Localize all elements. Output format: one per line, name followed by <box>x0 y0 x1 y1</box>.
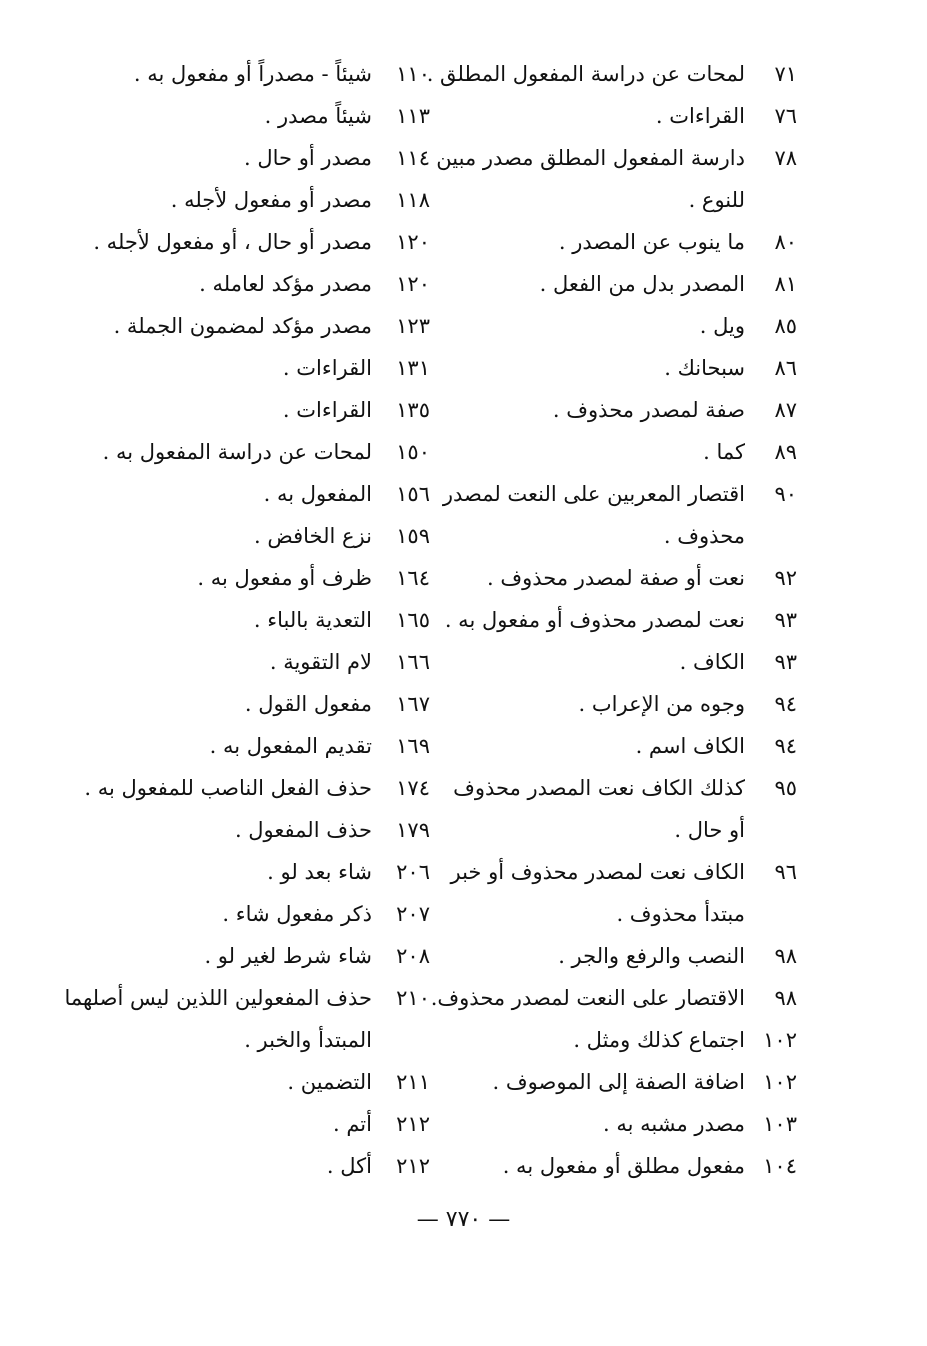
index-entry <box>0 725 430 767</box>
index-entry <box>397 767 797 809</box>
entry-text: شيئاً - مصدراً أو مفعول به . <box>133 62 372 86</box>
entry-text: مبتدأ محذوف . <box>616 902 745 926</box>
index-entry <box>0 1145 430 1187</box>
entry-text: حذف الفعل الناصب للمفعول به . <box>84 776 372 800</box>
index-entry <box>0 809 430 851</box>
index-entry <box>397 809 797 851</box>
index-entry <box>0 53 430 95</box>
page-reference: ٢٠٧ <box>396 902 430 926</box>
page-reference: ١١٣ <box>396 104 430 128</box>
page-reference: ١٠٣ <box>763 1112 797 1136</box>
page-reference: ١٦٤ <box>396 566 430 590</box>
index-entry <box>397 305 797 347</box>
index-column-left <box>0 53 430 1187</box>
index-entry <box>397 473 797 515</box>
index-entry <box>397 935 797 977</box>
entry-text: أكل . <box>326 1154 372 1178</box>
index-entry <box>0 1019 430 1061</box>
entry-text: نعت أو صفة لمصدر محذوف . <box>487 566 745 590</box>
entry-text: مصدر أو حال . <box>244 146 372 170</box>
index-entry <box>397 431 797 473</box>
index-entry <box>0 431 430 473</box>
entry-text: حذف المفعول . <box>234 818 372 842</box>
page-reference: ١٢٠ <box>396 230 430 254</box>
page-reference: ١٦٧ <box>396 692 430 716</box>
entry-text: محذوف . <box>663 524 745 548</box>
index-entry <box>397 1019 797 1061</box>
page-reference: ٧١ <box>774 62 797 86</box>
page-reference: ١٧٤ <box>396 776 430 800</box>
entry-text: المبتدأ والخبر . <box>244 1028 372 1052</box>
index-entry <box>397 599 797 641</box>
index-entry <box>0 683 430 725</box>
page-reference: ١٥٠ <box>396 440 430 464</box>
entry-text: القراءات . <box>655 104 745 128</box>
index-entry <box>0 893 430 935</box>
index-entry <box>397 641 797 683</box>
index-entry <box>397 515 797 557</box>
entry-text: نعت لمصدر محذوف أو مفعول به . <box>444 608 745 632</box>
page-reference: ٩٤ <box>774 734 797 758</box>
index-entry <box>0 137 430 179</box>
index-entry <box>397 137 797 179</box>
page-reference: ٩٢ <box>774 566 797 590</box>
page-reference: ٩٣ <box>774 650 797 674</box>
page-reference: ٨٩ <box>774 440 797 464</box>
entry-text: مصدر أو حال ، أو مفعول لأجله . <box>93 230 372 254</box>
entry-text: كذلك الكاف نعت المصدر محذوف <box>453 776 745 800</box>
entry-text: لمحات عن دراسة المفعول به . <box>102 440 372 464</box>
index-entry <box>0 935 430 977</box>
page-reference: ١٦٩ <box>396 734 430 758</box>
entry-text: لمحات عن دراسة المفعول المطلق . <box>426 62 745 86</box>
index-entry <box>397 557 797 599</box>
entry-text: الاقتصار على النعت لمصدر محذوف. <box>430 986 745 1010</box>
index-entry <box>397 1145 797 1187</box>
entry-text: المفعول به . <box>263 482 372 506</box>
entry-text: أتم . <box>332 1112 372 1136</box>
page-reference: ٨٦ <box>774 356 797 380</box>
page-reference: ٩٨ <box>774 986 797 1010</box>
page-reference: ٢١٢ <box>396 1112 430 1136</box>
page-reference: ١٠٤ <box>763 1154 797 1178</box>
index-entry <box>397 683 797 725</box>
entry-text: ذكر مفعول شاء . <box>222 902 372 926</box>
entry-text: اضافة الصفة إلى الموصوف . <box>492 1070 745 1094</box>
index-entry <box>397 263 797 305</box>
entry-text: ويل . <box>699 314 745 338</box>
page-reference: ٩٨ <box>774 944 797 968</box>
entry-text: أو حال . <box>674 818 745 842</box>
index-entry <box>397 851 797 893</box>
page-reference: ٨١ <box>774 272 797 296</box>
entry-text: النصب والرفع والجر . <box>558 944 745 968</box>
entry-text: التضمين . <box>287 1070 372 1094</box>
page-reference: ٢١٠ <box>396 986 430 1010</box>
index-entry <box>0 557 430 599</box>
entry-text: الكاف اسم . <box>635 734 745 758</box>
index-entry <box>397 893 797 935</box>
entry-text: التعدية بالباء . <box>253 608 372 632</box>
index-entry <box>397 347 797 389</box>
entry-text: نزع الخافض . <box>254 524 372 548</box>
page-reference: ١٣١ <box>396 356 430 380</box>
index-entry <box>0 221 430 263</box>
page-reference: ٨٧ <box>774 398 797 422</box>
index-entry <box>0 305 430 347</box>
entry-text: مصدر مؤكد لمضمون الجملة . <box>113 314 372 338</box>
entry-text: مفعول القول . <box>244 692 372 716</box>
page-number: — ٧٧٠ — <box>416 1207 511 1232</box>
page-reference: ٩٠ <box>774 482 797 506</box>
index-entry <box>0 767 430 809</box>
entry-text: مصدر مشبه به . <box>602 1112 745 1136</box>
page-reference: ٢٠٨ <box>396 944 430 968</box>
index-entry <box>0 1103 430 1145</box>
page-reference: ١١٨ <box>396 188 430 212</box>
index-entry <box>397 977 797 1019</box>
entry-text: اجتماع كذلك ومثل . <box>573 1028 745 1052</box>
page-reference: ١٢٠ <box>396 272 430 296</box>
page-reference: ١٣٥ <box>396 398 430 422</box>
page-reference: ١١٠ <box>396 62 430 86</box>
entry-text: وجوه من الإعراب . <box>578 692 745 716</box>
page-reference: ١٠٢ <box>763 1028 797 1052</box>
index-entry <box>397 1061 797 1103</box>
entry-text: شاء بعد لو . <box>267 860 372 884</box>
entry-text: دارسة المفعول المطلق مصدر مبين <box>436 146 745 170</box>
entry-text: للنوع . <box>688 188 745 212</box>
index-entry <box>0 95 430 137</box>
page-reference: ٩٦ <box>774 860 797 884</box>
index-entry <box>0 389 430 431</box>
index-column-right <box>397 53 797 1187</box>
index-entry <box>0 179 430 221</box>
page-reference: ١٢٣ <box>396 314 430 338</box>
page-reference: ١٠٢ <box>763 1070 797 1094</box>
entry-text: شيئاً مصدر . <box>264 104 372 128</box>
index-entry <box>0 347 430 389</box>
entry-text: ظرف أو مفعول به . <box>197 566 372 590</box>
entry-text: الكاف نعت لمصدر محذوف أو خبر <box>450 860 745 884</box>
entry-text: حذف المفعولين اللذين ليس أصلهما <box>64 986 372 1010</box>
index-entry <box>0 1061 430 1103</box>
entry-text: شاء شرط لغير لو . <box>204 944 372 968</box>
page-reference: ٨٥ <box>774 314 797 338</box>
index-entry <box>0 599 430 641</box>
entry-text: اقتصار المعربين على النعت لمصدر <box>442 482 745 506</box>
index-entry <box>397 389 797 431</box>
entry-text: ما ينوب عن المصدر . <box>558 230 745 254</box>
page-reference: ١٥٩ <box>396 524 430 548</box>
entry-text: صفة لمصدر محذوف . <box>552 398 745 422</box>
entry-text: لام التقوية . <box>269 650 372 674</box>
index-entry <box>397 53 797 95</box>
page-reference: ٩٤ <box>774 692 797 716</box>
index-entry <box>0 641 430 683</box>
index-entry <box>0 851 430 893</box>
entry-text: مفعول مطلق أو مفعول به . <box>502 1154 745 1178</box>
page-reference: ١١٤ <box>396 146 430 170</box>
index-entry <box>397 221 797 263</box>
page-reference: ٢١١ <box>396 1070 430 1094</box>
index-entry <box>397 725 797 767</box>
entry-text: القراءات . <box>282 398 372 422</box>
entry-text: المصدر بدل من الفعل . <box>539 272 745 296</box>
index-entry <box>0 977 430 1019</box>
page-reference: ٢١٢ <box>396 1154 430 1178</box>
entry-text: مصدر أو مفعول لأجله . <box>170 188 372 212</box>
page-reference: ١٦٥ <box>396 608 430 632</box>
index-entry <box>0 473 430 515</box>
page-reference: ٢٠٦ <box>396 860 430 884</box>
index-entry <box>0 515 430 557</box>
page-reference: ٧٦ <box>774 104 797 128</box>
page-reference: ١٥٦ <box>396 482 430 506</box>
entry-text: سبحانك . <box>664 356 745 380</box>
page-reference: ١٦٦ <box>396 650 430 674</box>
index-entry <box>0 263 430 305</box>
page-reference: ٧٨ <box>774 146 797 170</box>
entry-text: القراءات . <box>282 356 372 380</box>
page-reference: ٩٣ <box>774 608 797 632</box>
index-entry <box>397 95 797 137</box>
entry-text: مصدر مؤكد لعامله . <box>199 272 372 296</box>
page-reference: ١٧٩ <box>396 818 430 842</box>
index-entry <box>397 179 797 221</box>
entry-text: كما . <box>703 440 745 464</box>
entry-text: الكاف . <box>679 650 745 674</box>
page-reference: ٩٥ <box>774 776 797 800</box>
index-entry <box>397 1103 797 1145</box>
page-reference: ٨٠ <box>774 230 797 254</box>
entry-text: تقديم المفعول به . <box>209 734 372 758</box>
